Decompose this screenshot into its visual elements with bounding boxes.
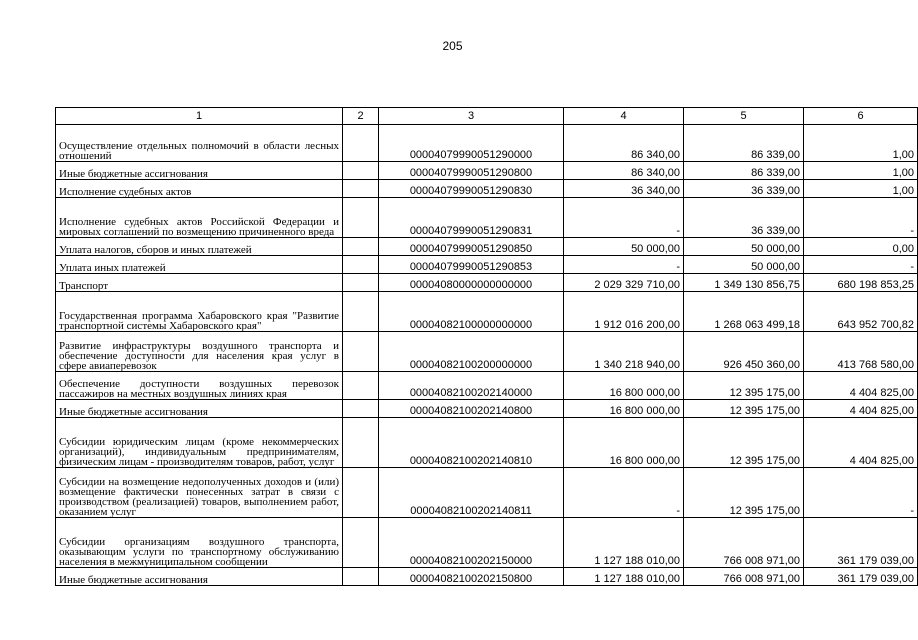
table-row (56, 256, 918, 274)
row-value-6: 1,00 (804, 162, 918, 180)
row-col2 (343, 238, 379, 256)
row-value-6: 1,00 (804, 125, 918, 162)
row-value-6: - (804, 256, 918, 274)
table-row (56, 162, 918, 180)
row-name: Транспорт (56, 274, 343, 292)
row-value-6: 413 768 580,00 (804, 332, 918, 372)
col-header-6: 6 (804, 108, 918, 125)
row-name: Уплата налогов, сборов и иных платежей (56, 238, 343, 256)
col-header-5: 5 (684, 108, 804, 125)
table-row (56, 518, 918, 568)
row-col2 (343, 568, 379, 586)
row-code: 00004082100202150800 (379, 568, 564, 586)
row-code: 00004079990051290853 (379, 256, 564, 274)
row-value-5: 86 339,00 (684, 162, 804, 180)
row-value-4: 1 340 218 940,00 (564, 332, 684, 372)
row-name: Иные бюджетные ассигнования (56, 162, 343, 180)
row-value-4: 1 127 188 010,00 (564, 568, 684, 586)
row-value-5: 766 008 971,00 (684, 568, 804, 586)
row-code: 00004082100202140000 (379, 372, 564, 400)
table-row (56, 292, 918, 332)
row-code: 00004080000000000000 (379, 274, 564, 292)
row-code: 00004082100000000000 (379, 292, 564, 332)
row-name: Государственная программа Хабаровского края "Развитие транспортной системы Хабаровского края" (56, 292, 343, 332)
row-col2 (343, 332, 379, 372)
row-value-5: 86 339,00 (684, 125, 804, 162)
table-row (56, 238, 918, 256)
table-row (56, 468, 918, 518)
table-row (56, 400, 918, 418)
row-value-4: 1 127 188 010,00 (564, 518, 684, 568)
row-value-4: 16 800 000,00 (564, 418, 684, 468)
row-name: Уплата иных платежей (56, 256, 343, 274)
row-name: Исполнение судебных актов (56, 180, 343, 198)
row-code: 00004082100200000000 (379, 332, 564, 372)
row-value-4: 16 800 000,00 (564, 400, 684, 418)
row-value-4: - (564, 198, 684, 238)
row-value-5: 50 000,00 (684, 256, 804, 274)
row-value-5: 50 000,00 (684, 238, 804, 256)
row-value-6: 4 404 825,00 (804, 418, 918, 468)
col-header-4: 4 (564, 108, 684, 125)
row-name: Осуществление отдельных полномочий в области лесных отношений (56, 125, 343, 162)
row-value-6: 643 952 700,82 (804, 292, 918, 332)
table-row (56, 418, 918, 468)
page-number: 205 (442, 39, 463, 53)
row-value-5: 1 268 063 499,18 (684, 292, 804, 332)
row-col2 (343, 274, 379, 292)
row-value-5: 12 395 175,00 (684, 468, 804, 518)
row-value-4: 86 340,00 (564, 125, 684, 162)
row-value-4: - (564, 468, 684, 518)
row-code: 00004079990051290831 (379, 198, 564, 238)
row-code: 00004082100202140810 (379, 418, 564, 468)
row-name: Субсидии юридическим лицам (кроме некоммерческих организаций), индивидуальным предпринимателям, физическим лицам - производителям товаров, работ, услуг (56, 418, 343, 468)
row-value-6: - (804, 468, 918, 518)
row-code: 00004079990051290830 (379, 180, 564, 198)
row-code: 00004079990051290800 (379, 162, 564, 180)
row-col2 (343, 256, 379, 274)
row-col2 (343, 418, 379, 468)
row-value-6: 361 179 039,00 (804, 568, 918, 586)
row-name: Иные бюджетные ассигнования (56, 568, 343, 586)
col-header-1: 1 (56, 108, 343, 125)
row-value-4: 16 800 000,00 (564, 372, 684, 400)
row-code: 00004082100202140800 (379, 400, 564, 418)
table-row (56, 274, 918, 292)
row-value-6: 680 198 853,25 (804, 274, 918, 292)
row-value-6: 1,00 (804, 180, 918, 198)
row-code: 00004079990051290850 (379, 238, 564, 256)
table-row (56, 125, 918, 162)
row-name: Обеспечение доступности воздушных перевозок пассажиров на местных воздушных линиях края (56, 372, 343, 400)
row-value-6: - (804, 198, 918, 238)
row-col2 (343, 400, 379, 418)
row-code: 00004082100202140811 (379, 468, 564, 518)
budget-table (55, 107, 918, 586)
row-col2 (343, 180, 379, 198)
table-row (56, 568, 918, 586)
row-value-5: 12 395 175,00 (684, 400, 804, 418)
row-value-5: 12 395 175,00 (684, 418, 804, 468)
row-code: 00004079990051290000 (379, 125, 564, 162)
row-value-5: 12 395 175,00 (684, 372, 804, 400)
col-header-3: 3 (379, 108, 564, 125)
row-value-4: - (564, 256, 684, 274)
table-row (56, 372, 918, 400)
row-col2 (343, 468, 379, 518)
row-value-6: 0,00 (804, 238, 918, 256)
row-name: Субсидии на возмещение недополученных доходов и (или) возмещение фактически понесенных затрат в связи с производством (реализацией) товаров, выполнением работ, оказанием услуг (56, 468, 343, 518)
table-row (56, 198, 918, 238)
row-code: 00004082100202150000 (379, 518, 564, 568)
row-value-4: 86 340,00 (564, 162, 684, 180)
row-col2 (343, 518, 379, 568)
row-name: Развитие инфраструктуры воздушного транспорта и обеспечение доступности для населения края услуг в сфере авиаперевозок (56, 332, 343, 372)
row-value-6: 4 404 825,00 (804, 372, 918, 400)
row-col2 (343, 198, 379, 238)
row-name: Исполнение судебных актов Российской Федерации и мировых соглашений по возмещению причиненного вреда (56, 198, 343, 238)
row-col2 (343, 125, 379, 162)
row-value-5: 926 450 360,00 (684, 332, 804, 372)
row-col2 (343, 372, 379, 400)
col-header-2: 2 (343, 108, 379, 125)
row-value-5: 766 008 971,00 (684, 518, 804, 568)
row-value-4: 50 000,00 (564, 238, 684, 256)
row-value-6: 4 404 825,00 (804, 400, 918, 418)
row-value-5: 36 339,00 (684, 180, 804, 198)
header-row (56, 108, 918, 125)
row-value-4: 36 340,00 (564, 180, 684, 198)
row-name: Субсидии организациям воздушного транспорта, оказывающим услуги по транспортному обслуживанию населения в межмуниципальном сообщении (56, 518, 343, 568)
row-value-4: 2 029 329 710,00 (564, 274, 684, 292)
row-col2 (343, 292, 379, 332)
table-row (56, 332, 918, 372)
row-name: Иные бюджетные ассигнования (56, 400, 343, 418)
row-value-5: 1 349 130 856,75 (684, 274, 804, 292)
table-row (56, 180, 918, 198)
row-col2 (343, 162, 379, 180)
row-value-4: 1 912 016 200,00 (564, 292, 684, 332)
row-value-5: 36 339,00 (684, 198, 804, 238)
row-value-6: 361 179 039,00 (804, 518, 918, 568)
